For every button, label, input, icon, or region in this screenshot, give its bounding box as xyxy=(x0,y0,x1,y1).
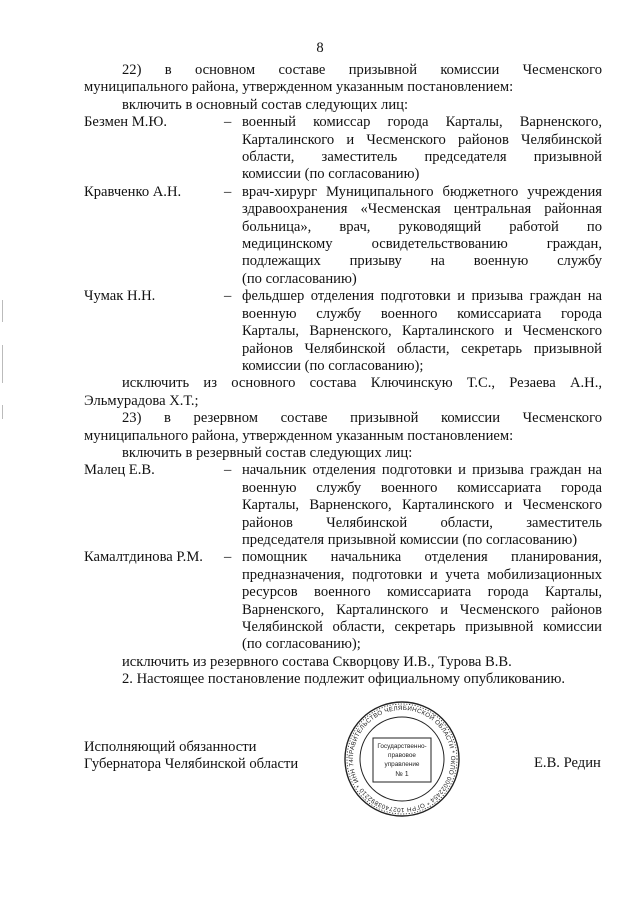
description-line: комиссии (по согласованию); xyxy=(242,357,424,374)
section-23-line-2: муниципального района, утвержденном указанным постановлением: xyxy=(84,427,514,444)
description-line: военную службу военного комиссариата города xyxy=(242,305,602,322)
description-line: Челябинской области, секретарь призывной комиссии xyxy=(242,619,602,635)
seal-center-line-2: правовое xyxy=(388,752,416,759)
description-line: районов Челябинской области, секретарь призывной xyxy=(242,340,602,357)
member-name: Чумак Н.Н. xyxy=(84,288,156,305)
section-22-line-2: муниципального района, утвержденном указанным постановлением: xyxy=(84,79,514,96)
seal-center-line-1: Государственно- xyxy=(377,743,427,750)
member-description xyxy=(242,288,602,375)
member-dash: – xyxy=(224,549,232,566)
member-dash: – xyxy=(224,114,232,131)
description-line: подлежащих призыву на военную службу xyxy=(242,253,602,270)
signatory-name: Е.В. Редин xyxy=(534,755,601,771)
description-line: (по согласованию); xyxy=(242,636,361,653)
official-seal xyxy=(343,700,461,818)
margin-mark xyxy=(2,345,3,383)
section-23-line-1: 23) в резервном составе призывной комиссии Чесменского xyxy=(122,410,602,427)
description-line: Карталы, Варненского, Карталинского и Чесменского xyxy=(242,497,602,514)
position-line-2: Губернатора Челябинской области xyxy=(84,756,299,773)
description-line: районов Челябинской области, заместитель xyxy=(242,514,602,531)
description-line: врач-хирург Муниципального бюджетного учреждения xyxy=(242,183,602,200)
member-dash: – xyxy=(224,183,232,200)
page-number: 8 xyxy=(316,40,324,56)
seal-ring-text: ПРАВИТЕЛЬСТВО ЧЕЛЯБИНСКОЙ ОБЛАСТИ * ОКПО 00022454 * ОГРН 1027403892210 * ИНН 74 xyxy=(347,704,457,814)
description-line: (по согласованию) xyxy=(242,270,357,287)
description-line: области, заместитель председателя призывной xyxy=(242,149,602,166)
member-dash: – xyxy=(224,288,232,305)
section-23-include: включить в резервный состав следующих лиц: xyxy=(122,444,413,461)
description-line: Карталинского и Чесменского районов Челябинской xyxy=(242,131,602,148)
member-name: Малец Е.В. xyxy=(84,462,155,479)
exclude-reserve: исключить из резервного состава Скворцову И.В., Турова В.В. xyxy=(122,653,512,670)
seal-center-line-4: № 1 xyxy=(395,771,409,778)
margin-mark xyxy=(2,300,3,322)
reserve-member-kamaltdinova xyxy=(84,549,602,653)
description-line: больница», врач, руководящий работой по xyxy=(242,218,602,235)
description-line: здравоохранения «Чесменская центральная районная xyxy=(242,201,602,218)
member-description xyxy=(242,462,602,549)
description-line: военную службу военного комиссариата города xyxy=(242,479,602,496)
member-description xyxy=(242,114,602,184)
description-line: военный комиссар города Карталы, Варненского, xyxy=(242,114,602,131)
member-name: Кравченко А.Н. xyxy=(84,183,182,200)
description-line: предназначения, подготовки и учета мобилизационных xyxy=(242,566,602,583)
member-description xyxy=(242,549,602,653)
description-line: Варненского, Карталинского и Чесменского районов xyxy=(242,601,602,618)
description-line: ресурсов военного комиссариата города Карталы, xyxy=(242,584,602,601)
document-body xyxy=(84,62,602,689)
main-member-bezmen xyxy=(84,114,602,184)
description-line: комиссии (по согласованию) xyxy=(242,166,420,183)
section-22-line-1: 22) в основном составе призывной комиссии Чесменского xyxy=(122,62,602,78)
description-line: председателя призывной комиссии (по согласованию) xyxy=(242,531,578,548)
clause-2: 2. Настоящее постановление подлежит официальному опубликованию. xyxy=(122,671,566,688)
description-line: медицинскому освидетельствованию граждан, xyxy=(242,236,602,253)
description-line: помощник начальника отделения планирования, xyxy=(242,549,602,566)
exclude-main-line-1: исключить из основного состава Ключинскую Т.С., Резаева А.Н., xyxy=(122,375,602,392)
main-member-kravchenko xyxy=(84,184,602,288)
margin-mark xyxy=(2,405,3,419)
seal-center-line-3: управление xyxy=(384,761,420,768)
main-member-chumak xyxy=(84,288,602,375)
description-line: начальник отделения подготовки и призыва граждан на xyxy=(242,462,602,479)
exclude-main-line-2: Эльмурадова Х.Т.; xyxy=(84,392,199,409)
member-name: Камалтдинова Р.М. xyxy=(84,549,203,566)
signatory-position xyxy=(84,739,298,774)
reserve-member-malets xyxy=(84,462,602,549)
description-line: Карталы, Варненского, Карталинского и Чесменского xyxy=(242,323,602,340)
member-dash: – xyxy=(224,462,232,479)
member-description xyxy=(242,184,602,288)
position-line-1: Исполняющий обязанности xyxy=(84,739,257,755)
section-22-include: включить в основный состав следующих лиц: xyxy=(122,96,408,113)
description-line: фельдшер отделения подготовки и призыва граждан на xyxy=(242,288,602,305)
member-name: Безмен М.Ю. xyxy=(84,114,168,131)
